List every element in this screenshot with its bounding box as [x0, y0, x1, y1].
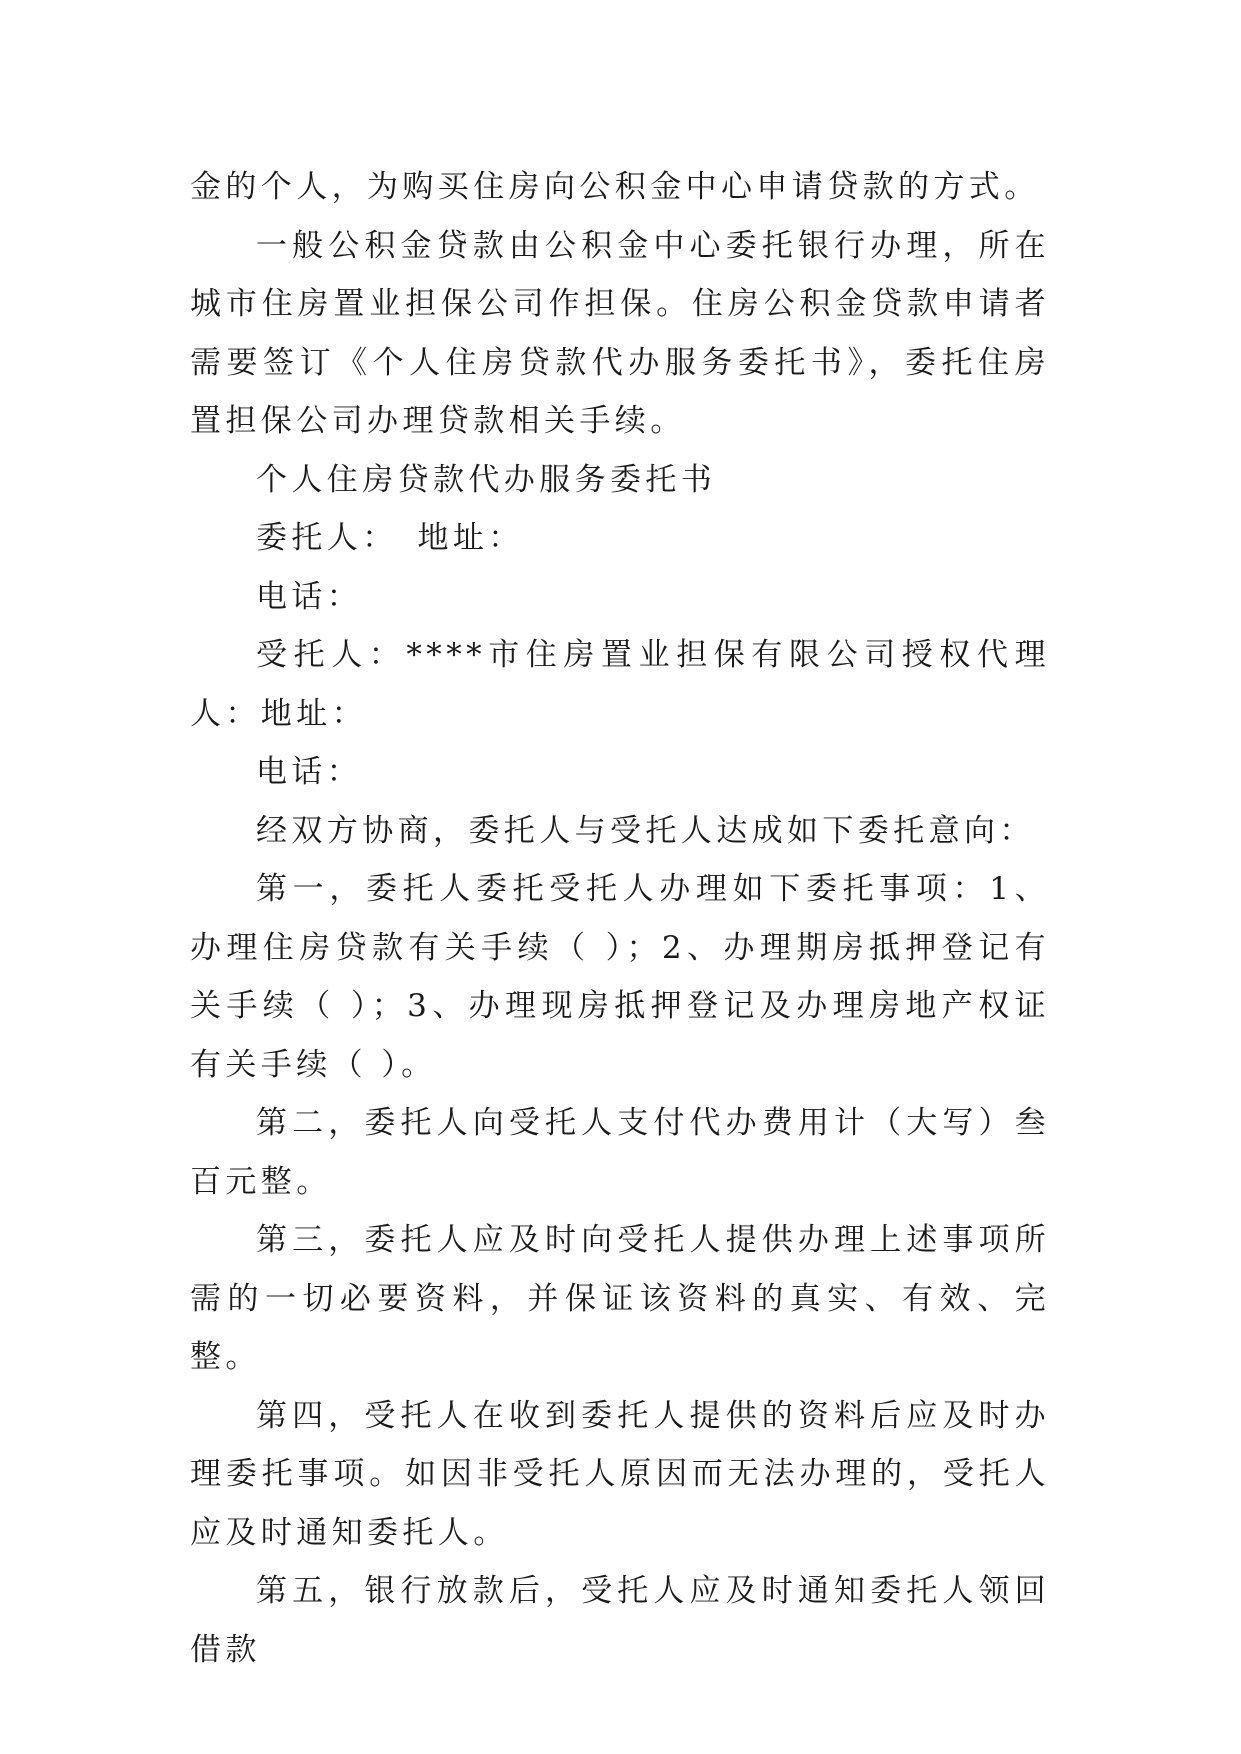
agent-line: 受托人：****市住房置业担保有限公司授权代理人：地址： [190, 637, 1050, 732]
agreement-intro: 经双方协商，委托人与受托人达成如下委托意向： [256, 812, 1035, 849]
paragraph-loan-process: 一般公积金贷款由公积金中心委托银行办理，所在城市住房置业担保公司作担保。住房公积金贷款申请者需要签订《个人住房贷款代办服务委托书》，委托住房置担保公司办理贷款相关手续。 [190, 227, 1050, 439]
agent-phone-line: 电话： [256, 754, 363, 790]
clause-3: 第三，委托人应及时向受托人提供办理上述事项所需的一切必要资料，并保证该资料的真实、有效、完整。 [190, 1222, 1050, 1375]
principal-phone-line: 电话： [256, 578, 363, 615]
document-title-line: 个人住房贷款代办服务委托书 [256, 461, 717, 498]
principal-address-line: 委托人： 地址： [256, 520, 524, 556]
clause-4: 第四，受托人在收到委托人提供的资料后应及时办理委托事项。如因非受托人原因而无法办理的，受托人应及时通知委托人。 [190, 1397, 1050, 1551]
clause-2: 第二，委托人向受托人支付代办费用计（大写）叁百元整。 [190, 1105, 1050, 1200]
paragraph-intro-continuation: 金的个人，为购买住房向公积金中心申请贷款的方式。 [190, 169, 1040, 205]
clause-1: 第一，委托人委托受托人办理如下委托事项：1、办理住房贷款有关手续（ ）；2、办理期房抵押登记有关手续（ ）；3、办理现房抵押登记及办理房地产权证有关手续（ ）。 [190, 871, 1050, 1083]
clause-5: 第五，银行放款后，受托人应及时通知委托人领回借款 [190, 1573, 1050, 1668]
document-body [190, 158, 1050, 1679]
